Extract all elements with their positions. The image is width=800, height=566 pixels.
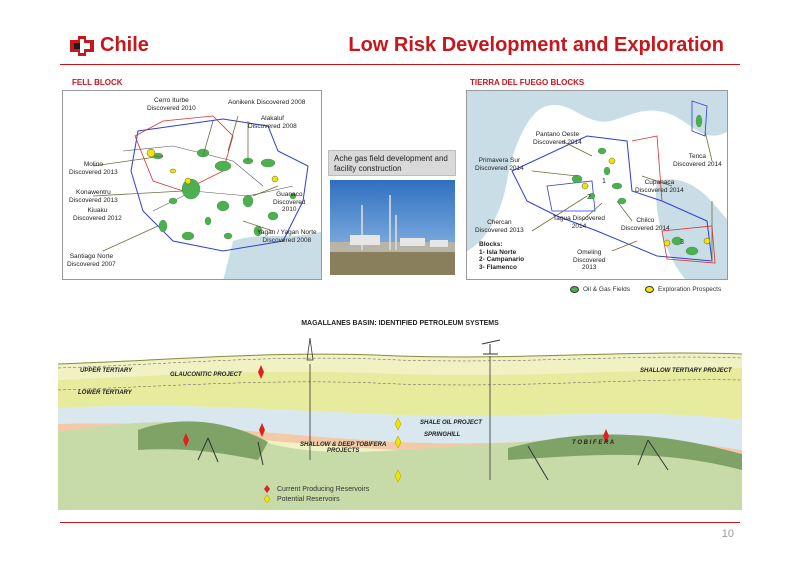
- blocks-list-title: Blocks:: [479, 241, 503, 248]
- potential-reservoir-icon: [262, 494, 272, 504]
- map-label-pantano-oeste: Pantano Oeste Discovered 2014: [533, 131, 582, 146]
- cross-section-title: MAGALLANES BASIN: IDENTIFIED PETROLEUM SYSTEMS: [301, 320, 499, 327]
- map-label-chilco: Chilco Discovered 2014: [621, 217, 670, 232]
- map-label-tagua: Tagua Discovered 2014: [553, 215, 606, 230]
- legend-exploration: Exploration Prospects: [645, 286, 721, 293]
- page-number: 10: [721, 528, 734, 540]
- cross-section-diagram: [58, 330, 742, 510]
- shale-oil-project-label: SHALE OIL PROJECT: [420, 420, 482, 426]
- svg-text:3: 3: [680, 239, 684, 246]
- current-reservoir-icon: [262, 484, 272, 494]
- blocks-list: [479, 241, 524, 271]
- map-label-guanaco: Guanaco Discovered 2010: [273, 191, 306, 213]
- tobifera-label: T O B I F E R A: [572, 440, 615, 446]
- country-label: Chile: [100, 34, 149, 56]
- map-label-primavera-sur: Primavera Sur Discovered 2014: [475, 157, 524, 172]
- map-label-aonikenk: Aonikenk Discovered 2008: [228, 99, 306, 106]
- blocks-list-item: 2- Campanario: [479, 256, 525, 263]
- blocks-list-item: 1- Isla Norte: [479, 248, 517, 256]
- company-logo-icon: [70, 36, 94, 56]
- svg-text:1: 1: [602, 178, 606, 185]
- header-divider: [60, 64, 740, 65]
- legend-potential-reservoirs: Potential Reservoirs: [262, 494, 340, 504]
- upper-tertiary-label: UPPER TERTIARY: [80, 368, 133, 374]
- map-label-yagan: Yagan / Yagan Norte Discovered 2008: [257, 229, 317, 244]
- pumpjack-icon: [482, 340, 500, 354]
- blocks-list-item: 3- Flamenco: [479, 263, 517, 271]
- tdf-heading: TIERRA DEL FUEGO BLOCKS: [470, 78, 585, 87]
- svg-text:2: 2: [587, 194, 591, 201]
- map-label-molino: Molino Discovered 2013: [69, 161, 118, 176]
- exploration-prospect-icon: [645, 286, 654, 293]
- tdf-map: [466, 90, 728, 280]
- ache-callout: Ache gas field development and facility construction: [328, 150, 456, 176]
- map-label-chercan: Chercan Discovered 2013: [475, 219, 524, 234]
- legend-oil-gas: Oil & Gas Fields: [570, 286, 630, 293]
- shallow-tertiary-project-label: SHALLOW TERTIARY PROJECT: [640, 368, 732, 374]
- map-label-cupanaca: Cupanaca Discovered 2014: [635, 179, 684, 194]
- ache-facility-photo: [330, 180, 455, 275]
- map-label-alakaluf: Alakaluf Discovered 2008: [248, 115, 297, 130]
- footer-divider: [60, 522, 740, 523]
- map-label-santiago-norte: Santiago Norte Discovered 2007: [67, 253, 116, 268]
- map-label-cerro-iturbe: Cerro Iturbe Discovered 2010: [147, 97, 196, 112]
- glauconitic-project-label: GLAUCONITIC PROJECT: [170, 372, 242, 378]
- tobifera-projects-label: SHALLOW & DEEP TOBIFERA PROJECTS: [300, 442, 387, 454]
- map-label-omeling: Omeling Discovered 2013: [573, 249, 606, 271]
- oil-gas-field-icon: [570, 286, 579, 293]
- map-label-tenca: Tenca Discovered 2014: [673, 153, 722, 168]
- legend-current-reservoirs: Current Producing Reservoirs: [262, 484, 369, 494]
- map-label-kiuaku: Kiuaku Discovered 2012: [73, 207, 122, 222]
- fell-block-map: [62, 90, 322, 280]
- page-title: Low Risk Development and Exploration: [348, 34, 724, 56]
- map-label-konawentru: Konawentru Discovered 2013: [69, 189, 118, 204]
- fell-block-heading: FELL BLOCK: [72, 78, 123, 87]
- springhill-label: SPRINGHILL: [424, 432, 461, 438]
- lower-tertiary-label: LOWER TERTIARY: [78, 390, 132, 396]
